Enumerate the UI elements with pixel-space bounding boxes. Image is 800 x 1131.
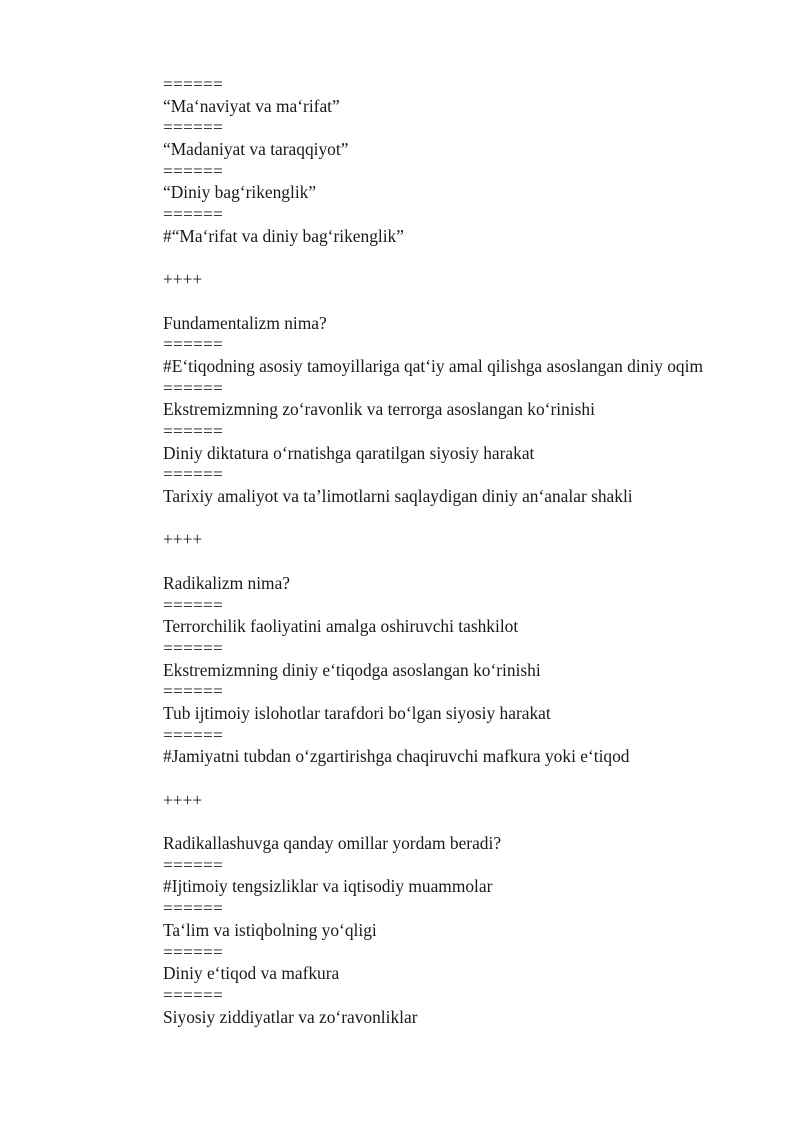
- separator: ======: [163, 204, 224, 225]
- question-text: Radikallashuvga qanday omillar yordam beradi?: [163, 833, 502, 854]
- document-page: [163, 74, 763, 1028]
- question-text: Radikalizm nima?: [163, 572, 291, 593]
- separator: ======: [163, 74, 224, 94]
- answer-option: Ta‘lim va istiqbolning yo‘qligi: [163, 919, 377, 940]
- separator: ======: [163, 464, 224, 485]
- answer-option: Diniy e‘tiqod va mafkura: [163, 963, 340, 984]
- blank-line: [163, 291, 763, 313]
- separator: ======: [163, 160, 224, 181]
- blank-line: [163, 768, 763, 790]
- answer-option: Terrorchilik faoliyatini amalga oshiruvchi tashkilot: [163, 616, 519, 637]
- blank-line: [163, 811, 763, 833]
- answer-option: Ekstremizmning diniy e‘tiqodga asoslangan ko‘rinishi: [163, 659, 541, 680]
- answer-option: Ekstremizmning zo‘ravonlik va terrorga asoslangan ko‘rinishi: [163, 399, 595, 420]
- answer-option-correct: #E‘tiqodning asosiy tamoyillariga qat‘iy amal qilishga asoslangan diniy oqim: [163, 355, 703, 376]
- answer-option: “Diniy bag‘rikenglik”: [163, 182, 317, 203]
- separator: ======: [163, 421, 224, 441]
- separator: ======: [163, 117, 224, 138]
- answer-option: Tarixiy amaliyot va ta’limotlarni saqlaydigan diniy an‘analar shakli: [163, 486, 633, 507]
- separator: ======: [163, 334, 224, 355]
- answer-option: Tub ijtimoiy islohotlar tarafdori bo‘lgan siyosiy harakat: [163, 702, 551, 723]
- answer-option: “Ma‘naviyat va ma‘rifat”: [163, 95, 340, 116]
- separator: ======: [163, 941, 224, 962]
- separator: ======: [163, 898, 224, 919]
- answer-option: Diniy diktatura o‘rnatishga qaratilgan siyosiy harakat: [163, 442, 535, 463]
- separator: ======: [163, 681, 224, 702]
- separator: ======: [163, 637, 224, 658]
- blank-line: [163, 508, 763, 530]
- blank-line: [163, 551, 763, 573]
- answer-option-correct: #Ijtimoiy tengsizliklar va iqtisodiy muammolar: [163, 876, 493, 897]
- block-separator: ++++: [163, 269, 203, 290]
- answer-option-correct: #“Ma‘rifat va diniy bag‘rikenglik”: [163, 225, 404, 246]
- separator: ======: [163, 984, 224, 1005]
- separator: ======: [163, 724, 224, 745]
- answer-option: “Madaniyat va taraqqiyot”: [163, 139, 349, 160]
- blank-line: [163, 248, 763, 270]
- question-text: Fundamentalizm nima?: [163, 312, 327, 333]
- block-separator: ++++: [163, 789, 203, 810]
- block-separator: ++++: [163, 529, 203, 550]
- separator: ======: [163, 377, 224, 398]
- answer-option-correct: #Jamiyatni tubdan o‘zgartirishga chaqiruvchi mafkura yoki e‘tiqod: [163, 746, 630, 767]
- answer-option: Siyosiy ziddiyatlar va zo‘ravonliklar: [163, 1006, 418, 1027]
- separator: ======: [163, 854, 224, 875]
- separator: ======: [163, 594, 224, 615]
